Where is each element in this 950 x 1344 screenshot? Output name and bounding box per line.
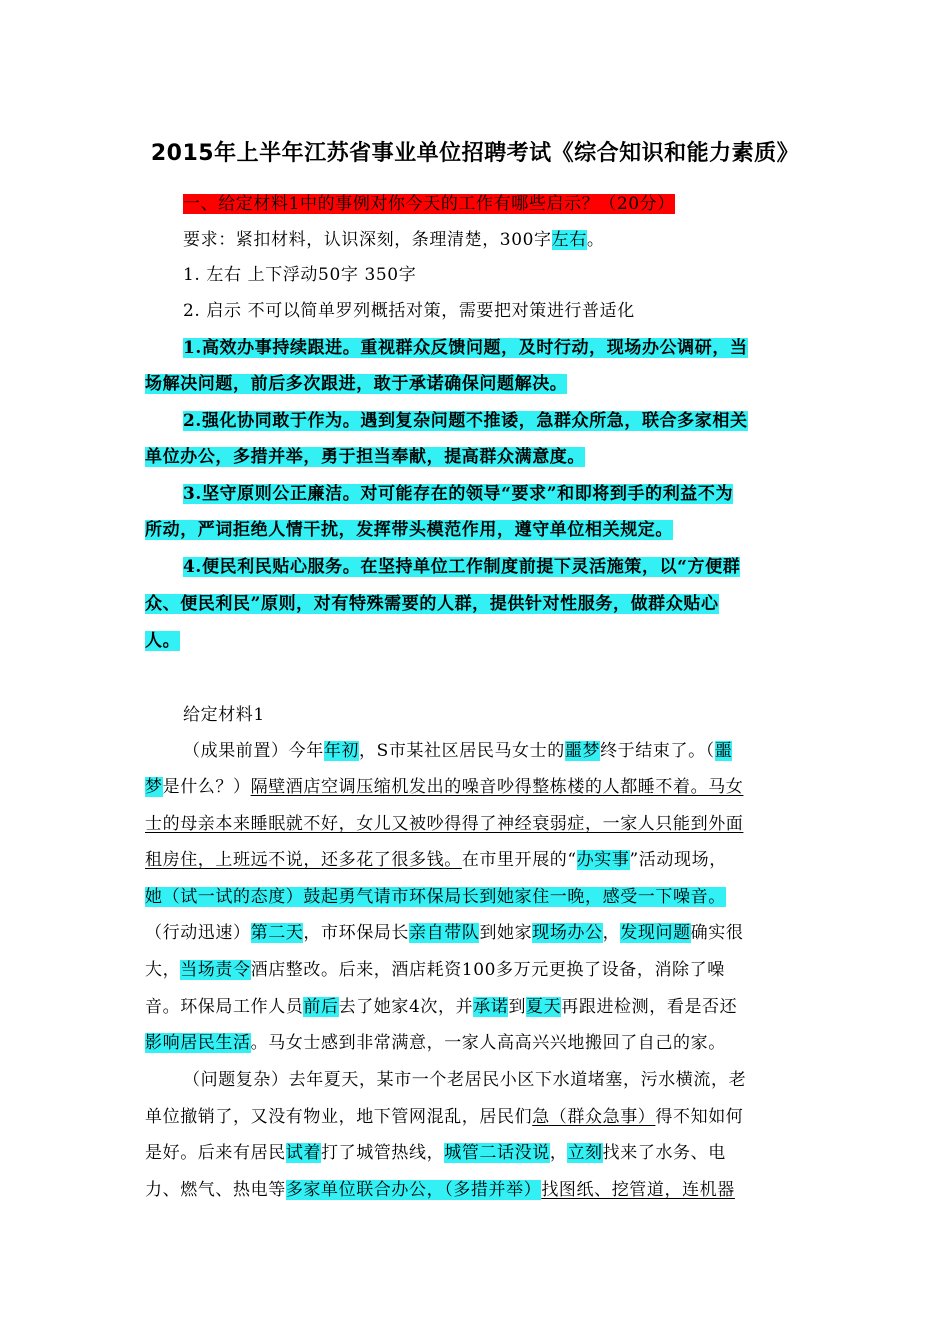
material-line-10 [183,1068,807,1092]
material-line-13 [145,1178,807,1202]
text: 音。环保局工作人员 [145,997,304,1017]
highlight: 多家单位联合办公，（多措并举） [285,1180,542,1200]
material-line-1 [183,739,807,763]
underlined-text: 士的母亲本来睡眠就不好，女儿又被吵得得了神经衰弱症，一家人只能到外面 [145,814,744,834]
highlight: 前后 [303,997,339,1017]
answer-4-line-3 [145,629,807,653]
underlined-text: 找图纸、挖管道，连机器 [541,1180,735,1200]
material-line-9 [145,1031,807,1055]
answer-1-line-2 [145,372,807,396]
requirement-highlight: 左右 [551,230,587,250]
text: 力、燃气、热电等 [145,1180,286,1200]
answer-4-text-3: 人。 [145,631,181,651]
underlined-text: 隔壁酒店空调压缩机发出的噪音吵得整栋楼的人都睡不着。马女 [250,777,744,797]
answer-4-text-1: 4.便民利民贴心服务。在坚持单位工作制度前提下灵活施策，以“方便群 [183,557,741,577]
text: 确实很 [690,923,744,943]
answer-1-line-1 [183,336,807,360]
answer-3-line-2 [145,518,807,542]
text: ， [549,1143,568,1163]
text: 到她家 [479,923,533,943]
material-line-11 [145,1105,807,1129]
text: 到 [508,997,527,1017]
requirement-line [183,228,807,252]
answer-4-line-2 [145,592,807,616]
answer-2-line-2 [145,445,807,469]
answer-3-text-1: 3.坚守原则公正廉洁。对可能存在的领导“要求”和即将到手的利益不为 [183,484,734,504]
text: ”活动现场， [629,850,727,870]
material-line-8 [145,995,807,1019]
question-line [183,192,807,216]
material-line-7 [145,958,807,982]
text: ，市环保局长 [303,923,410,943]
text: 打了城管热线， [321,1143,445,1163]
highlight: 试着 [285,1143,322,1163]
text: 终于结束了。（ [600,741,715,761]
material-line-5 [145,885,807,909]
answer-2-text-1: 2.强化协同敢于作为。遇到复杂问题不推诿，急群众所急，联合多家相关 [183,411,748,431]
text: 在市里开展的“ [461,850,577,870]
requirement-end: 。 [586,230,605,250]
text: 是什么？） [162,777,251,797]
answer-4-text-2: 众、便民利民”原则，对有特殊需要的人群，提供针对性服务，做群众贴心 [145,594,719,614]
highlight: 亲自带队 [409,923,480,943]
highlight: 发现问题 [620,923,691,943]
material-line-4 [145,848,807,872]
material-line-12 [145,1141,807,1165]
answer-3-text-2: 所动，严词拒绝人情干扰，发挥带头模范作用，遵守单位相关规定。 [145,520,673,540]
material-line-3 [145,812,807,836]
highlight: 立刻 [567,1143,603,1163]
highlight: 承诺 [473,997,509,1017]
text: （问题复杂）去年夏天，某市一个老居民小区下水道堵塞，污水横流，老 [183,1070,747,1090]
highlight: 现场办公 [532,923,603,943]
highlight: 噩 [714,741,733,761]
text: 再跟进检测，看是否还 [561,997,738,1017]
text: 大， [145,960,181,980]
text: ，S市某社区居民马女士的 [359,741,565,761]
answer-2-line-1 [183,409,807,433]
text: 得不知如何 [655,1107,744,1127]
highlight: 年初 [323,741,360,761]
material-line-6 [145,921,807,945]
requirement-text: 要求：紧扣材料，认识深刻，条理清楚，300字 [183,230,552,250]
highlight: 城管二话没说 [444,1143,550,1163]
highlight: 噩梦 [564,741,601,761]
text: 单位撤销了，又没有物业，地下管网混乱，居民们 [145,1107,533,1127]
highlight: 当场责令 [180,960,251,980]
highlight: 梦 [145,777,163,797]
note-line-1: 1. 左右 上下浮动50字 350字 [183,265,417,285]
highlight: 办实事 [576,850,630,870]
material-heading: 给定材料1 [183,705,265,725]
highlight: 影响居民生活 [145,1033,251,1053]
text: ， [602,923,621,943]
text: （成果前置）今年 [183,741,324,761]
underlined-text: 急（群众急事） [532,1107,656,1127]
page-title: 2015年上半年江苏省事业单位招聘考试《综合知识和能力素质》 [150,141,800,166]
text: （行动迅速） [145,923,251,943]
note-line-2: 2. 启示 不可以简单罗列概括对策，需要把对策进行普适化 [183,301,635,321]
answer-1-text-2: 场解决问题，前后多次跟进，敢于承诺确保问题解决。 [145,374,568,394]
highlight: 她（试一试的态度）鼓起勇气请市环保局长到她家住一晚，感受一下噪音。 [145,887,726,907]
highlight: 第二天 [250,923,304,943]
text: 去了她家4次，并 [338,997,474,1017]
underlined-text: 租房住，上班远不说，还多花了很多钱。 [145,850,462,870]
text: 。马女士感到非常满意，一家人高高兴兴地搬回了自己的家。 [250,1033,726,1053]
answer-4-line-1 [183,555,807,579]
text: 找来了水务、电 [602,1143,726,1163]
material-line-2 [145,775,807,799]
answer-1-text-1: 1.高效办事持续跟进。重视群众反馈问题，及时行动，现场办公调研，当 [183,338,748,358]
highlight: 夏天 [526,997,562,1017]
text: 是好。后来有居民 [145,1143,286,1163]
answer-2-text-2: 单位办公，多措并举，勇于担当奉献，提高群众满意度。 [145,447,585,467]
answer-3-line-1 [183,482,807,506]
text: 酒店整改。后来，酒店耗资100多万元更换了设备，消除了噪 [250,960,725,980]
question-text: 一、给定材料1中的事例对你今天的工作有哪些启示？（20分） [183,194,675,214]
